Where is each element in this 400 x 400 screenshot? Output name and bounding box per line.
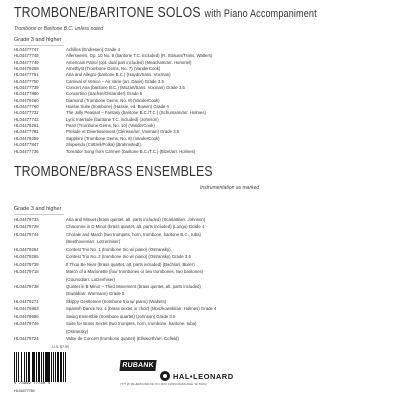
list-item <box>14 320 384 327</box>
item-description: (Ostransky) <box>66 328 89 334</box>
item-code: HL04477739 <box>14 85 39 91</box>
ensembles-title <box>14 163 213 181</box>
item-description: Valse de Concert (trombone quartet) (Ellsworth/arr. Cofield) <box>66 336 179 341</box>
item-description: The Jolly Peasant – Fantasy (baritone B.C./T.C.) (Schumann/arr. Holmes) <box>66 110 206 116</box>
item-description: (Gounod/arr. Lotzenhiser) <box>66 276 115 282</box>
list-item <box>14 253 384 260</box>
list-item <box>14 231 384 238</box>
ensembles-note: Instrumentation as marked <box>200 185 260 191</box>
item-code: HL04479744 <box>14 231 39 237</box>
list-item <box>14 283 384 290</box>
barcode-image <box>14 352 86 382</box>
list-item <box>14 238 384 245</box>
item-code: HL04477781 <box>14 129 39 135</box>
item-code: HL04479718 <box>14 269 39 275</box>
item-code: HL04479264 <box>14 246 39 252</box>
item-description: Spanish Dance No. 4 (brass sextet or choir) (Moszkowski/arr. Holmes) Grade 4 <box>66 306 217 312</box>
item-code: HL04477748 <box>14 53 39 59</box>
item-code: HL04477749 <box>14 59 39 65</box>
item-code: HL04479261 <box>14 123 39 129</box>
item-code: HL04477760 <box>14 104 39 110</box>
list-item <box>14 216 384 223</box>
hal-leonard-logo-icon <box>160 371 170 381</box>
item-code: HL04479749 <box>14 321 39 327</box>
item-description: (Ewald/arr. Wormann) Grade 5 <box>66 291 125 297</box>
solos-title-sub: with Piano Accompaniment <box>204 8 317 20</box>
item-code: HL04479863 <box>14 306 39 312</box>
list-item <box>14 268 384 275</box>
list-item <box>14 328 384 335</box>
item-description: Swing Ensemble (trombone quartet) (Johnson) Grade 3.5 <box>66 313 176 319</box>
item-description: Slopiendo (Cottrell/Polka) (Brahmstedt) <box>66 142 141 148</box>
item-description: Aria and Allegro (baritone B.C.) (Haydn/trans. Voxman) <box>66 72 171 78</box>
item-code: HL04479259 <box>14 135 39 141</box>
item-description: Sapphire (Trombone Gems, No. 8) (VanderCook) <box>66 135 160 141</box>
item-description: (Beethoven/arr. Lotzenhiser) <box>66 239 121 245</box>
barcode-number: 0 73999 77760 4 <box>14 382 51 386</box>
item-description: Prelude et Divertissement (Clérisse/arr. Voxman) Grade 3.5 <box>66 129 180 135</box>
solos-grade: Grade 3 and higher <box>14 37 62 43</box>
item-code: HL04479733 <box>14 217 39 222</box>
list-item <box>14 261 384 268</box>
item-description: Allerseelen, Op. 10 No. 8 (baritone T.C. included) (R. Strauss/Trans. Walters) <box>66 53 213 59</box>
item-description: Suite for Brass Sextet (two trumpets, horn, trombone, baritone, tuba) <box>66 321 197 327</box>
item-description: Concert Aria (baritone B.C.) (Mozart/trans. Voxman) Grade 3.5 <box>66 85 185 91</box>
list-item <box>14 313 384 320</box>
item-description: Chaconne in D Minor (brass quartet, alt. parts included) (Longo) Grade 4 <box>66 224 205 230</box>
item-code: HL04477751 <box>14 72 39 78</box>
solos-note: Trombone or Baritone B.C. unless noted <box>14 26 104 32</box>
publisher-address: 7777 W. BLUEMOUND RD. P.O. BOX 13819 MILWAUKEE, WI 53213 <box>120 382 207 386</box>
list-item <box>14 298 384 305</box>
item-description: Achilles (Endresen) Grade 4 <box>66 47 120 52</box>
item-code: HL04479728 <box>14 224 39 230</box>
item-description: Concertino (Sachse/Ostrander) Grade 5 <box>66 91 143 97</box>
list-item <box>14 246 384 253</box>
item-code: HL04479738 <box>14 283 39 289</box>
item-description: Aria and Minuet (brass quintet, alt. parts included) (Scarlatti/arr. Johnson) <box>66 217 206 222</box>
solos-grade-rule <box>14 45 64 46</box>
item-description: Diamond (Trombone Gems, No. 9) (VanderCook) <box>66 97 160 103</box>
item-description: Amethyst (Trombone Gems, No. 7) (VanderCook) <box>66 66 161 72</box>
item-code: HL04477732 <box>14 110 39 116</box>
ensembles-list <box>14 216 384 342</box>
item-description: Chorale and March (two trumpets, horn, trombone, baritone B.C., tuba) <box>66 231 201 237</box>
item-description: March of a Marionette (four trombones or two trombones, two baritones) <box>66 269 204 275</box>
list-item <box>14 223 384 230</box>
item-description: Americain Patrol (opt. dual part included) (Meacham/arr. Hummel) <box>66 59 192 65</box>
solos-list <box>14 47 384 155</box>
item-code: HL04477847 <box>14 142 39 148</box>
item-code: HL04477747 <box>14 47 39 52</box>
price-label: U.S. $7.99 <box>52 345 69 349</box>
item-description: Quintet in B Minor – Third Movement (brass quintet, alt. parts included) <box>66 283 201 289</box>
solos-title <box>14 4 317 22</box>
item-description: Pearl (Trombone Gems, No. 10) (VanderCook) <box>66 123 155 129</box>
list-item <box>14 305 384 312</box>
item-description: Toreador Song from Carmen (baritone B.C./T.C.) (Bizet/arr. Holmes) <box>66 148 196 154</box>
list-item <box>14 335 384 342</box>
item-code: HL04479724 <box>14 336 39 341</box>
hal-leonard-wordmark: HAL•LEONARD <box>173 371 234 381</box>
item-code: HL04479258 <box>14 66 39 72</box>
item-description: Contest Trio No. 1 (trombone trio w/ piano) (Ostransky) <box>66 246 171 252</box>
item-description: Skippy Gentlemen (trombone trio w/ piano) (Walters) <box>66 298 167 304</box>
item-code: HL04479738 <box>14 261 39 267</box>
product-code: HL04477760 <box>14 389 35 393</box>
item-code: HL04479696 <box>14 313 39 319</box>
item-code: HL04477880 <box>14 91 39 97</box>
item-code: HL04477742 <box>14 116 39 122</box>
item-code: HL04479260 <box>14 97 39 103</box>
item-code: HL04479265 <box>14 254 39 260</box>
item-code: HL04479271 <box>14 298 39 304</box>
ensembles-grade: Grade 3 and higher <box>14 206 62 212</box>
hal-leonard-logo <box>160 371 234 381</box>
item-code: HL04477736 <box>14 148 39 154</box>
rubank-logo: RUBANK <box>119 360 156 371</box>
item-description: Hassie Suite (trombone) (Hassie, ed. Bowen) Grade 4 <box>66 104 169 110</box>
item-description: If Thou Be Near (brass quartet, alt. parts included) (Bach/arr. Bixler) <box>66 261 195 267</box>
list-item <box>14 149 384 155</box>
item-description: Contest Trio No. 2 (trombone trio w/ piano) (Ostransky) Grade 3.5 <box>66 254 191 260</box>
item-description: Carnival of Venice – Air Varie (arr. Davis) Grade 3.5 <box>66 78 164 84</box>
list-item <box>14 276 384 283</box>
ensembles-grade-rule <box>14 214 64 215</box>
ensembles-title-main: TROMBONE/BRASS ENSEMBLES <box>14 163 213 180</box>
solos-title-main: TROMBONE/BARITONE SOLOS <box>14 4 201 21</box>
item-description: Lyric Interlude (baritone T.C. included) (Johnson) <box>66 116 159 122</box>
item-code: HL04477750 <box>14 78 39 84</box>
list-item <box>14 290 384 297</box>
